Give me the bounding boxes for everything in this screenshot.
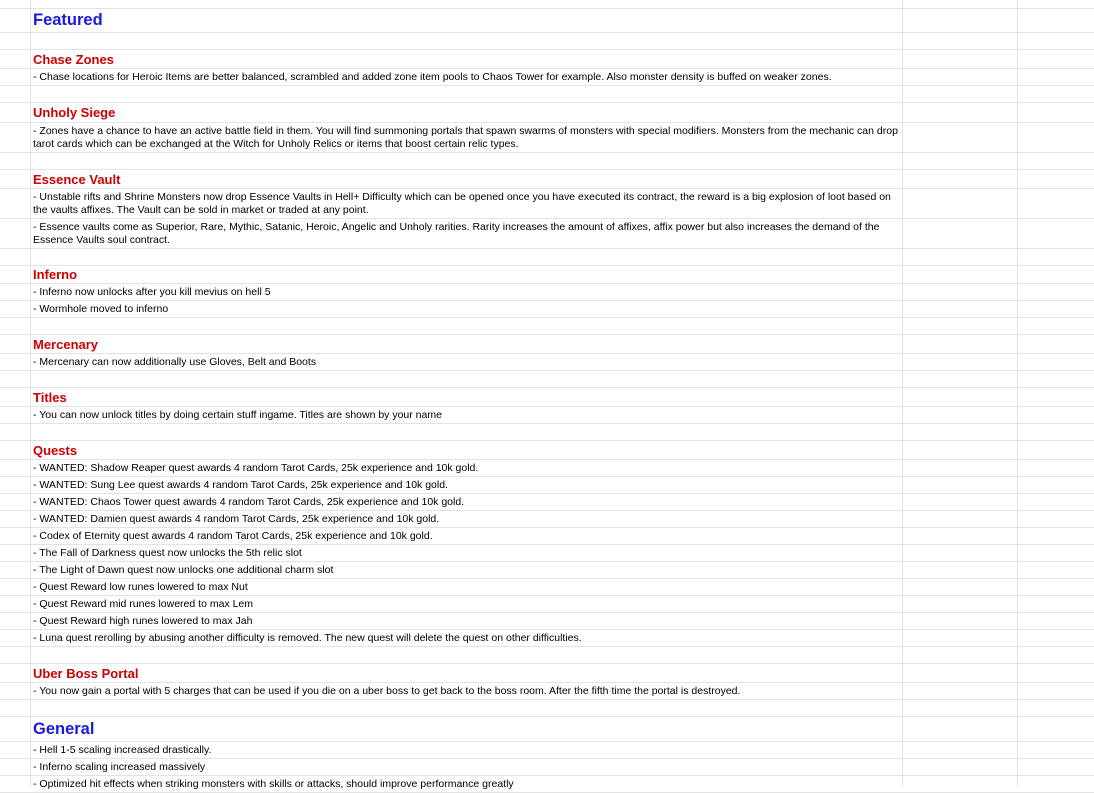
sheet-row (0, 0, 1094, 9)
list-item: - WANTED: Shadow Reaper quest awards 4 random Tarot Cards, 25k experience and 10k gold. (33, 461, 479, 474)
sheet-row[interactable] (0, 579, 1094, 596)
section-title-mercenary: Mercenary (33, 336, 99, 352)
sheet-row[interactable] (0, 700, 1094, 717)
list-item: - Mercenary can now additionally use Gloves, Belt and Boots (33, 355, 317, 368)
sheet-row[interactable] (0, 335, 1094, 354)
sheet-row[interactable] (0, 249, 1094, 266)
sheet-row[interactable] (0, 50, 1094, 69)
list-item: - You can now unlock titles by doing certain stuff ingame. Titles are shown by your name (33, 408, 442, 421)
list-item: - Luna quest rerolling by abusing another difficulty is removed. The new quest will delete the quest on other difficulties. (33, 631, 582, 644)
sheet-row[interactable] (0, 683, 1094, 700)
sheet-row[interactable] (0, 33, 1094, 50)
list-item: - The Fall of Darkness quest now unlocks the 5th relic slot (33, 546, 302, 559)
sheet-row[interactable] (0, 717, 1094, 742)
section-title-chase-zones: Chase Zones (33, 51, 114, 67)
sheet-row[interactable] (0, 9, 1094, 33)
sheet-row[interactable] (0, 371, 1094, 388)
sheet-row[interactable] (0, 562, 1094, 579)
list-item: - Hell 1-5 scaling increased drastically. (33, 743, 212, 756)
sheet-row[interactable] (0, 388, 1094, 407)
list-item: - Unstable rifts and Shrine Monsters now drop Essence Vaults in Hell+ Difficulty which can be opened once you have executed its contract, the reward is a big explosion of loot based on the vaults affixes. The Vault can be sold in market or traded at any point. (33, 191, 891, 216)
sheet-row[interactable] (0, 354, 1094, 371)
sheet-row[interactable] (0, 460, 1094, 477)
section-title-quests: Quests (33, 442, 78, 458)
sheet-row[interactable] (0, 189, 1094, 219)
sheet-row[interactable] (0, 596, 1094, 613)
section-title-titles: Titles (33, 389, 67, 405)
sheet-row[interactable] (0, 266, 1094, 284)
list-item: - Wormhole moved to inferno (33, 302, 169, 315)
section-title-unholy-siege: Unholy Siege (33, 105, 116, 120)
list-item: - Essence vaults come as Superior, Rare, Mythic, Satanic, Heroic, Angelic and Unholy rarities. Rarity increases the amount of affixes, affix power but also increases the demand of the Essence Vaults soul contract. (33, 221, 880, 246)
sheet-row[interactable] (0, 123, 1094, 153)
featured-heading: Featured (33, 11, 103, 29)
list-item: - Inferno now unlocks after you kill mevius on hell 5 (33, 285, 271, 298)
sheet-row[interactable] (0, 545, 1094, 562)
list-item: - Quest Reward low runes lowered to max Nut (33, 580, 248, 593)
sheet-row[interactable] (0, 613, 1094, 630)
sheet-row[interactable] (0, 664, 1094, 683)
sheet-row[interactable] (0, 69, 1094, 86)
list-item: - Codex of Eternity quest awards 4 random Tarot Cards, 25k experience and 10k gold. (33, 529, 433, 542)
list-item: - Chase locations for Heroic Items are better balanced, scrambled and added zone item pools to Chaos Tower for example. Also monster density is buffed on weaker zones. (33, 70, 832, 83)
sheet-row[interactable] (0, 742, 1094, 759)
section-title-essence-vault: Essence Vault (33, 171, 121, 187)
sheet-row[interactable] (0, 170, 1094, 189)
sheet-row[interactable] (0, 219, 1094, 249)
section-title-uber-boss-portal: Uber Boss Portal (33, 665, 139, 681)
list-item: - Zones have a chance to have an active battle field in them. You will find summoning portals that spawn swarms of monsters with special modifiers. Monsters from the mechanic can drop tarot cards which can be exchanged at the Witch for Unholy Relics or items that boost certain relic types. (33, 125, 898, 150)
sheet-row[interactable] (0, 759, 1094, 776)
sheet-row[interactable] (0, 318, 1094, 335)
list-item: - WANTED: Damien quest awards 4 random Tarot Cards, 25k experience and 10k gold. (33, 512, 440, 525)
list-item: - Quest Reward high runes lowered to max Jah (33, 614, 253, 627)
sheet-row[interactable] (0, 528, 1094, 545)
sheet-row[interactable] (0, 647, 1094, 664)
list-item: - Quest Reward mid runes lowered to max Lem (33, 597, 254, 610)
list-item: - You now gain a portal with 5 charges that can be used if you die on a uber boss to get back to the boss room. After the fifth time the portal is destroyed. (33, 684, 741, 697)
sheet-row[interactable] (0, 424, 1094, 441)
sheet-row[interactable] (0, 511, 1094, 528)
list-item: - WANTED: Chaos Tower quest awards 4 random Tarot Cards, 25k experience and 10k gold. (33, 495, 465, 508)
sheet-row[interactable] (0, 86, 1094, 103)
sheet-row[interactable] (0, 494, 1094, 511)
sheet-row[interactable] (0, 407, 1094, 424)
general-heading: General (33, 719, 95, 738)
section-title-inferno: Inferno (33, 267, 78, 282)
sheet-row[interactable] (0, 630, 1094, 647)
list-item: - Inferno scaling increased massively (33, 760, 206, 773)
sheet-row[interactable] (0, 153, 1094, 170)
list-item: - WANTED: Sung Lee quest awards 4 random Tarot Cards, 25k experience and 10k gold. (33, 478, 448, 491)
sheet-row[interactable] (0, 301, 1094, 318)
sheet-row[interactable] (0, 776, 1094, 793)
sheet-row[interactable] (0, 477, 1094, 494)
sheet-row[interactable] (0, 284, 1094, 301)
list-item: - The Light of Dawn quest now unlocks one additional charm slot (33, 563, 334, 576)
sheet-row[interactable] (0, 441, 1094, 460)
sheet-row[interactable] (0, 103, 1094, 123)
list-item: - Optimized hit effects when striking monsters with skills or attacks, should improve performance greatly (33, 778, 514, 790)
